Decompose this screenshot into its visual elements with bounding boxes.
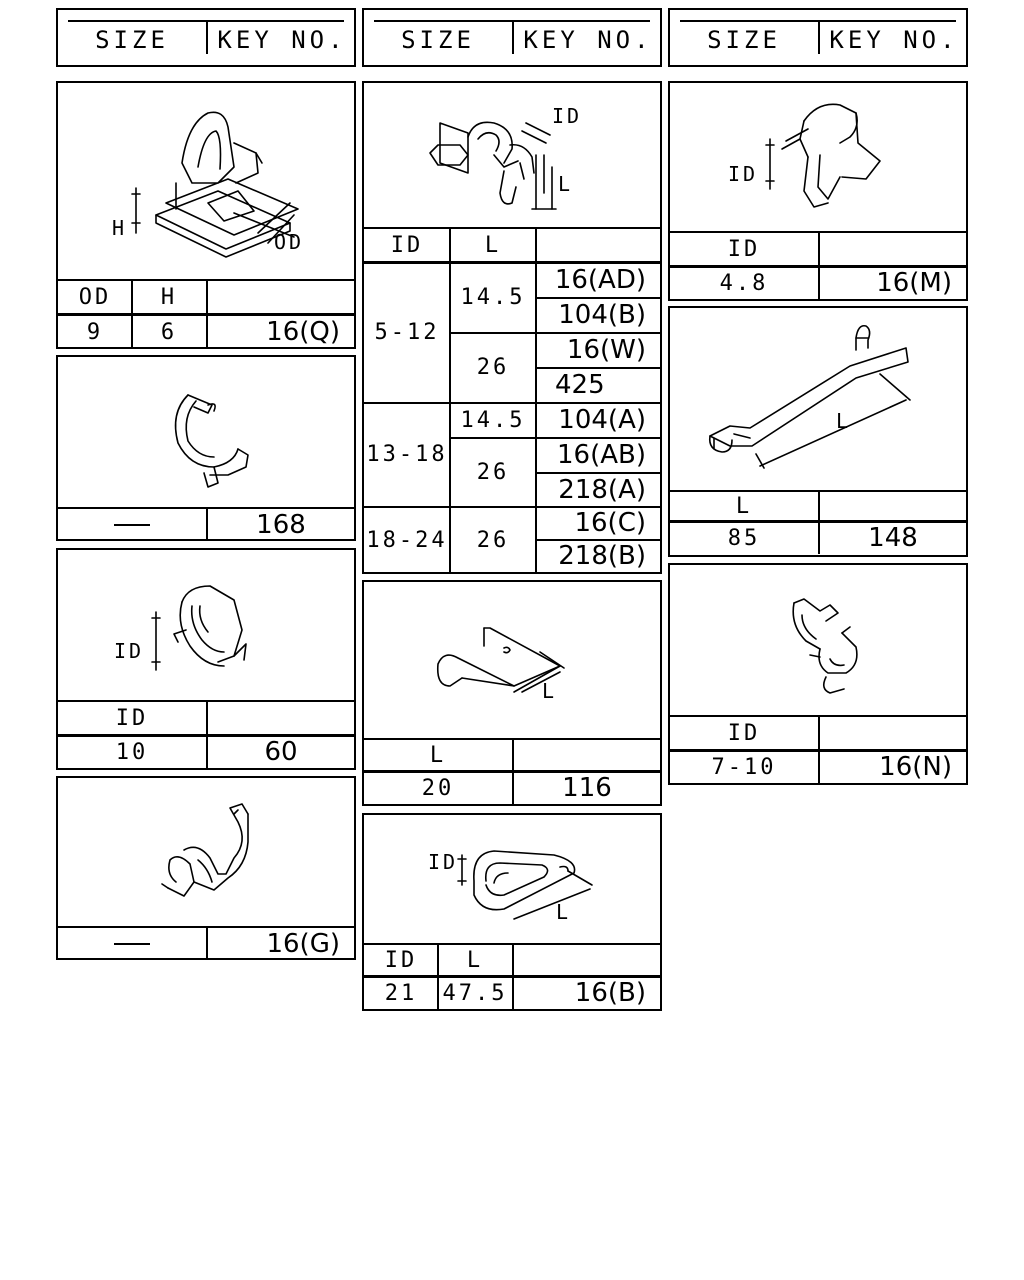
dim-label-od: OD: [274, 230, 305, 254]
key-number: 16(N): [879, 752, 952, 782]
value-l: 26: [476, 354, 510, 380]
col-header-id: ID: [727, 720, 761, 746]
header-size-label: SIZE: [95, 26, 169, 54]
key-number: 16(M): [876, 268, 952, 298]
key-number: 16(W): [566, 335, 646, 365]
push-clip-illustration: [58, 83, 354, 279]
col-header-l: L: [484, 232, 502, 258]
value-id: 21: [384, 980, 418, 1006]
value-id: 7-10: [711, 754, 777, 780]
value-id-range: 5-12: [374, 319, 440, 345]
value-id: 4.8: [719, 270, 769, 296]
strap-illustration: [670, 308, 966, 490]
value-id-range: 13-18: [366, 441, 448, 467]
col-header-id: ID: [727, 236, 761, 262]
header-col2: [362, 8, 662, 67]
key-number: 16(B): [574, 978, 646, 1008]
key-number: 218(B): [558, 541, 646, 571]
key-number: 218(A): [558, 475, 646, 505]
dim-label-l: L: [542, 679, 558, 703]
p-clip-illustration: [364, 815, 660, 943]
no-size-dash: [114, 943, 150, 945]
header-col3: [668, 8, 968, 67]
bracket-clamp-illustration: [58, 778, 354, 928]
double-harness-clip-illustration: [670, 565, 966, 715]
key-number: 16(G): [266, 929, 340, 959]
key-number: 16(AB): [557, 440, 646, 470]
dim-label-id: ID: [428, 850, 459, 874]
col-header-h: H: [160, 284, 178, 310]
part-panel-bracket-clamp: [56, 776, 356, 960]
part-panel-double-harness-clip: [668, 563, 968, 785]
part-panel-p-clip: [362, 813, 662, 1011]
dim-label-l: L: [556, 900, 572, 924]
part-panel-clamp-clip: [56, 548, 356, 770]
value-l: 14.5: [460, 407, 526, 433]
value-id: 10: [115, 739, 149, 765]
dim-label-l: L: [558, 172, 574, 196]
part-panel-harness-clip: [668, 81, 968, 301]
header-key-label: KEY NO.: [217, 26, 347, 54]
header-key-label: KEY NO.: [523, 26, 653, 54]
key-number: 104(B): [558, 300, 646, 330]
key-number: 104(A): [558, 405, 646, 435]
col-header-l: L: [429, 742, 447, 768]
part-panel-strap: [668, 306, 968, 557]
value-l: 20: [421, 775, 455, 801]
no-size-dash: [114, 524, 150, 526]
key-number: 168: [256, 510, 306, 540]
key-number: 16(AD): [554, 265, 646, 295]
dim-label-id: ID: [552, 104, 583, 128]
hook-clip-illustration: [58, 357, 354, 507]
header-key-label: KEY NO.: [829, 26, 959, 54]
header-size-label: SIZE: [707, 26, 781, 54]
col-header-l: L: [735, 493, 753, 519]
dim-label-id: ID: [728, 162, 759, 186]
part-panel-hook-clip: [56, 355, 356, 541]
col-header-l: L: [466, 947, 484, 973]
part-panel-twin-clip: [362, 81, 662, 574]
col-header-id: ID: [384, 947, 418, 973]
header-col1: [56, 8, 356, 67]
col-header-od: OD: [78, 284, 112, 310]
part-panel-push-clip: [56, 81, 356, 349]
value-l: 14.5: [460, 284, 526, 310]
key-number: 425: [555, 370, 605, 400]
value-l: 47.5: [442, 980, 508, 1006]
harness-clip-illustration: [670, 83, 966, 231]
col-header-id: ID: [390, 232, 424, 258]
value-h: 6: [160, 319, 178, 345]
value-id-range: 18-24: [366, 527, 448, 553]
value-l: 85: [727, 525, 761, 551]
value-od: 9: [86, 319, 104, 345]
dim-label-id: ID: [114, 639, 145, 663]
value-l: 26: [476, 527, 510, 553]
twin-clip-illustration: [364, 83, 660, 227]
key-number: 60: [264, 737, 298, 767]
header-size-label: SIZE: [401, 26, 475, 54]
value-l: 26: [476, 459, 510, 485]
col-header-id: ID: [115, 705, 149, 731]
key-number: 116: [562, 773, 612, 803]
bent-tab-illustration: [364, 582, 660, 738]
part-panel-bent-tab: [362, 580, 662, 806]
key-number: 16(Q): [266, 317, 340, 347]
key-number: 148: [868, 523, 918, 553]
dim-label-h: H: [112, 216, 128, 240]
dim-label-l: L: [836, 409, 852, 433]
clamp-clip-illustration: [58, 550, 354, 700]
key-number: 16(C): [574, 508, 646, 538]
